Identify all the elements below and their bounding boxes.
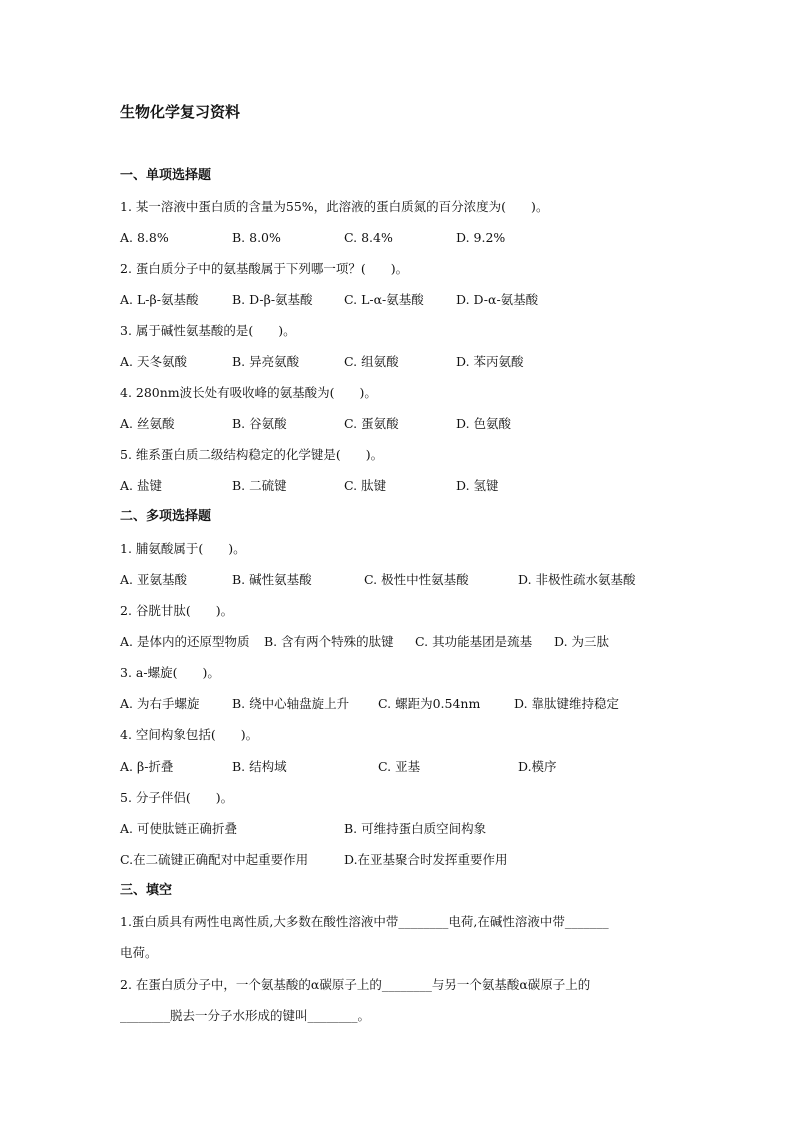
answer-option: D. D-α-氨基酸 [456, 292, 539, 307]
answer-option: C. 组氨酸 [344, 354, 399, 369]
answer-option: A. β-折叠 [120, 759, 174, 774]
answer-option: D. 氢键 [456, 478, 499, 493]
answer-option: A. 是体内的还原型物质 [120, 634, 250, 649]
answer-option: A. 可使肽链正确折叠 [120, 821, 237, 836]
answer-option: C. 螺距为0.54nm [378, 696, 481, 711]
answer-option: A. 盐键 [120, 478, 162, 493]
answer-option: A. L-β-氨基酸 [120, 292, 199, 307]
answer-option: C. 蛋氨酸 [344, 416, 399, 431]
answer-option: A. 为右手螺旋 [120, 696, 200, 711]
document-title: 生物化学复习资料 [120, 103, 241, 121]
answer-option: A. 天冬氨酸 [120, 354, 187, 369]
answer-option: A. 亚氨基酸 [120, 572, 187, 587]
fill-in-line: 1.蛋白质具有两性电离性质,大多数在酸性溶液中带________电荷,在碱性溶液中带_______ [120, 914, 609, 929]
section-heading-multiple-choice: 二、多项选择题 [120, 509, 212, 524]
answer-option: B. 二硫键 [232, 478, 287, 493]
question-text: 5. 维系蛋白质二级结构稳定的化学键是( )。 [120, 447, 384, 462]
fill-in-line: 2. 在蛋白质分子中，一个氨基酸的α碳原子上的________与另一个氨基酸α碳原子上的 [120, 977, 591, 992]
answer-option: D. 靠肽键维持稳定 [514, 696, 620, 711]
answer-option: C. 亚基 [378, 759, 421, 774]
question-text: 1. 某一溶液中蛋白质的含量为55%，此溶液的蛋白质氮的百分浓度为( )。 [120, 199, 549, 214]
answer-option: A. 丝氨酸 [120, 416, 175, 431]
question-text: 1. 脯氨酸属于( )。 [120, 541, 246, 556]
answer-option: D. 色氨酸 [456, 416, 512, 431]
question-text: 4. 空间构象包括( )。 [120, 727, 259, 742]
question-text: 2. 蛋白质分子中的氨基酸属于下列哪一项？( )。 [120, 261, 409, 276]
answer-option: B. 可维持蛋白质空间构象 [344, 821, 487, 836]
question-text: 3. 属于碱性氨基酸的是( )。 [120, 323, 296, 338]
section-heading-single-choice: 一、单项选择题 [120, 168, 212, 183]
answer-option: C. 其功能基团是巯基 [415, 634, 533, 649]
answer-option: D.在亚基聚合时发挥重要作用 [344, 852, 508, 867]
answer-option: D.模序 [518, 759, 557, 774]
section-heading-fill-in: 三、填空 [120, 883, 173, 898]
answer-option: B. 谷氨酸 [232, 416, 287, 431]
question-text: 3. a-螺旋( )。 [120, 665, 220, 680]
question-text: 2. 谷胱甘肽( )。 [120, 603, 234, 618]
answer-option: C.在二硫键正确配对中起重要作用 [120, 852, 309, 867]
answer-option: B. 绕中心轴盘旋上升 [232, 696, 350, 711]
answer-option: B. 含有两个特殊的肽键 [264, 634, 394, 649]
answer-option: C. 肽键 [344, 478, 387, 493]
answer-option: C. L-α-氨基酸 [344, 292, 424, 307]
answer-option: D. 9.2% [456, 230, 506, 245]
answer-option: D. 苯丙氨酸 [456, 354, 524, 369]
fill-in-line: 电荷。 [120, 945, 158, 960]
answer-option: B. 结构域 [232, 759, 287, 774]
answer-option: A. 8.8% [120, 230, 169, 245]
answer-option: B. D-β-氨基酸 [232, 292, 313, 307]
answer-option: C. 8.4% [344, 230, 393, 245]
answer-option: D. 非极性疏水氨基酸 [518, 572, 636, 587]
answer-option: B. 8.0% [232, 230, 281, 245]
answer-option: C. 极性中性氨基酸 [364, 572, 469, 587]
fill-in-line: ________脱去一分子水形成的键叫________。 [120, 1008, 371, 1023]
question-text: 5. 分子伴侣( )。 [120, 790, 234, 805]
answer-option: B. 碱性氨基酸 [232, 572, 312, 587]
answer-option: D. 为三肽 [554, 634, 610, 649]
answer-option: B. 异亮氨酸 [232, 354, 300, 369]
question-text: 4. 280nm波长处有吸收峰的氨基酸为( )。 [120, 385, 377, 400]
